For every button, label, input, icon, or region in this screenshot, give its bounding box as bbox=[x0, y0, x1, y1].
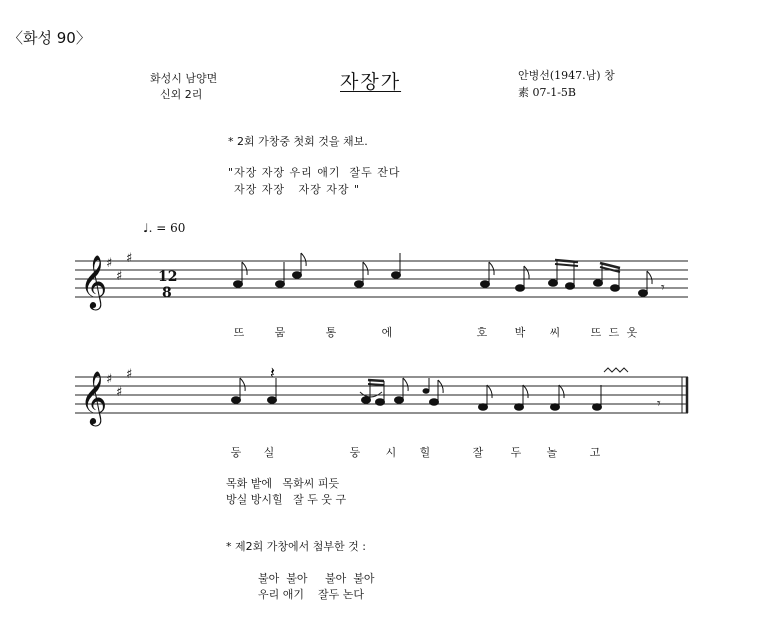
catalog-number: 素 07-1-5B bbox=[518, 86, 577, 99]
lyric-syllable: 둥 bbox=[349, 446, 361, 459]
sharp-icon: ♯ bbox=[116, 269, 123, 284]
transcription-note: * 2회 가창중 첫회 것을 채보. bbox=[228, 135, 368, 148]
note bbox=[392, 253, 401, 278]
appendix-line1: 불아 불아 불아 불아 bbox=[258, 572, 375, 585]
beam bbox=[555, 260, 578, 262]
singer-credit: 안병선(1947.남) 창 bbox=[518, 69, 615, 82]
lyric-syllable: 씨 bbox=[549, 326, 561, 339]
lyric-syllable: 뜨 bbox=[233, 326, 245, 339]
beam bbox=[555, 264, 578, 266]
lyric-syllable: 둥 bbox=[230, 446, 242, 459]
eighth-rest-icon: 𝄾 bbox=[661, 280, 665, 296]
appendix-heading: * 제2회 가창에서 첨부한 것 : bbox=[226, 540, 366, 553]
quarter-rest-icon: 𝄽 bbox=[270, 363, 275, 382]
series-label: 〈화성 90〉 bbox=[8, 29, 91, 47]
lyric-syllable: 뜨 bbox=[590, 326, 602, 339]
song-title: 자장가 bbox=[340, 71, 402, 93]
quote-line1: "자장 자장 우리 애기 잘두 잔다 bbox=[228, 166, 401, 179]
lyric-syllable: 잘 bbox=[472, 446, 484, 459]
sharp-icon: ♯ bbox=[126, 251, 133, 266]
location-line2: 신외 2리 bbox=[160, 88, 203, 101]
lyric-syllable: 시 bbox=[385, 446, 397, 459]
location-line1: 화성시 남양면 bbox=[150, 72, 218, 85]
mordent bbox=[604, 368, 628, 372]
time-signature-top: 12 bbox=[158, 269, 178, 285]
lyric-syllable: 뭄 bbox=[274, 326, 286, 339]
lyric-syllable: 옷 bbox=[626, 326, 638, 339]
lyric-syllable: 호 bbox=[476, 326, 488, 339]
appendix-line2: 우리 애기 잘두 논다 bbox=[258, 588, 364, 601]
verse-line2: 방실 방시힐 잘 두 웃 구 bbox=[226, 493, 347, 506]
lyric-syllable: 실 bbox=[263, 446, 275, 459]
note bbox=[276, 262, 285, 287]
note bbox=[551, 385, 565, 410]
note bbox=[293, 253, 307, 278]
time-signature-bottom: 8 bbox=[162, 285, 172, 301]
sharp-icon: ♯ bbox=[106, 256, 113, 271]
lyric-syllable: 박 bbox=[514, 326, 526, 339]
lyric-syllable: 힐 bbox=[419, 446, 431, 459]
lyric-syllable: 두 bbox=[510, 446, 522, 459]
lyric-syllable: 드 bbox=[608, 326, 620, 339]
note bbox=[515, 385, 529, 410]
note bbox=[234, 262, 248, 287]
treble-clef: 𝄞 bbox=[80, 254, 108, 308]
note bbox=[430, 380, 444, 405]
note bbox=[355, 262, 369, 287]
sharp-icon: ♯ bbox=[116, 385, 123, 400]
note bbox=[593, 385, 602, 410]
note bbox=[395, 378, 409, 403]
lyric-syllable: 통 bbox=[325, 326, 337, 339]
sharp-icon: ♯ bbox=[126, 367, 133, 382]
lyric-syllable: 고 bbox=[589, 446, 601, 459]
tempo-marking: ♩. = 60 bbox=[143, 221, 186, 235]
eighth-rest-icon: 𝄾 bbox=[657, 396, 661, 412]
quote-line2: 자장 자장 자장 자장 " bbox=[234, 183, 361, 196]
note bbox=[639, 271, 653, 296]
note bbox=[232, 378, 246, 403]
sharp-icon: ♯ bbox=[106, 372, 113, 387]
verse-line1: 목화 밭에 목화씨 피듯 bbox=[226, 477, 340, 490]
lyric-syllable: 놀 bbox=[546, 446, 558, 459]
note bbox=[481, 262, 495, 287]
lyric-syllable: 에 bbox=[381, 326, 393, 339]
note bbox=[479, 385, 493, 410]
treble-clef: 𝄞 bbox=[80, 370, 108, 424]
